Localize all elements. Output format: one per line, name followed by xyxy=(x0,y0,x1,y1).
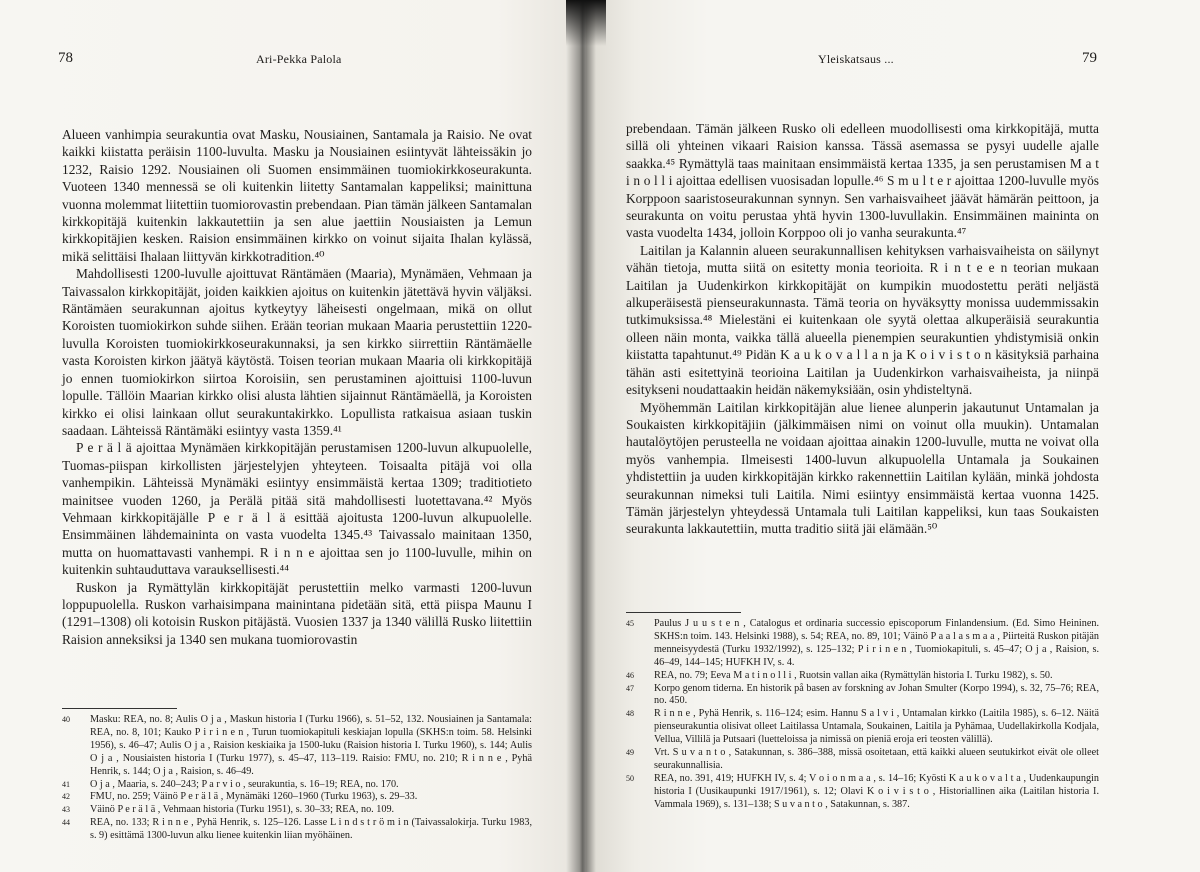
left-body-text xyxy=(62,126,532,648)
footnote: 42 FMU, no. 259; Väinö P e r ä l ä , Mynämäki 1260–1960 (Turku 1963), s. 29–33. xyxy=(62,791,418,803)
right-body-text xyxy=(626,120,1099,538)
footnote: 45 Paulus J u u s t e n , Catalogus et ordinaria successio episcoporum Finlandensium. (Ed. Simo Heininen. SKHS:n toim. 143. Helsinki 1988), s. 54; REA, no. 89, 101; Väinö P a a l a s m a a , Piirteitä Ruskon pitäjän menneisyydestä (Turku 1932/1992), s. 125–132; P i r i n e n , Tuomiokapituli, s. 45–47; O j a , Raision, s. 46–49, 144–145; HUFKH IV, s. 4. xyxy=(626,618,1099,668)
left-running-head: Ari-Pekka Palola xyxy=(256,52,342,66)
paragraph: Mahdollisesti 1200-luvulle ajoittuvat Räntämäen (Maaria), Mynämäen, Vehmaan ja Taivassalon kirkkopitäjät, joiden kaikkien ajoitus on kuitenkin jätettävä hyvin väljäksi. Räntämäen seurakunnan ajoitus kytkeytyy läheisesti ongelmaan, mikä on ollut Koroisten tuomiokirkon suhde siihen. Erään teorian mukaan Maaria perustettiin 1220-luvulla Koroisten tuomiokirkkoseurakunnaksi, ja sen kirkko siirrettiin Räntämäelle vasta Koroisten kirkon jäätyä käytöstä. Toisen teorian mukaan Maaria oli kirkkopitäjä jo ennen tuomiokirkon siirtoa Koroisiin, sen perustaminen ajoittuisi 1100-luvun lopulle. Tällöin Maarian kirkko olisi alusta lähtien sijainnut Räntämäellä, ja Koroisten kirkko ei olisi lainkaan ollut seurakuntakirkko. Lopullista ratkaisua asiaan tuskin saadaan. Lähteissä Räntämäki esiintyy vasta 1359.⁴¹ xyxy=(62,266,532,438)
left-page xyxy=(0,0,586,872)
left-footnotes xyxy=(62,714,532,843)
paragraph: prebendaan. Tämän jälkeen Rusko oli edelleen muodollisesti oma kirkkopitäjä, mutta sillä oli yhteinen vikaari Raision kanssa. Tässä asemassa se pysyi uudelle ajalle saakka.⁴⁵ Rymättylä taas mainitaan ensimmäistä kertaa 1335, ja sen perustamisen M a t i n o l l i ajoittaa edellisen vuosisadan lopulle.⁴⁶ S m u l t e r ajoittaa 1200-luvulle myös Korppoon saaristoseurakunnan synnyn. Sen varhaisvaiheet jäävät hämärän peittoon, ja seurakunta on voitu perustaa yhtä hyvin 1300-luvullakin. Ensimmäinen maininta on vasta vuodelta 1434, jolloin Korppoo oli jo vanha seurakunta.⁴⁷ xyxy=(626,121,1099,241)
footnote: 43 Väinö P e r ä l ä , Vehmaan historia (Turku 1951), s. 30–33; REA, no. 109. xyxy=(62,804,395,816)
paragraph: Alueen vanhimpia seurakuntia ovat Masku, Nousiainen, Santamala ja Raisio. Ne ovat kaikki kiistatta peräisin 1100-luvulta. Masku ja Nousiainen esiintyvät lähteissäkin jo 1232, Raisio 1292. Nousiainen oli Suomen ensimmäinen tuomiokirkkoseurakunta. Vuoteen 1340 mennessä se oli kuitenkin liitetty Santamalan kappeliksi; mainittuna vuonna molemmat liitettiin tuomiorovastin prebendaan. Pian tämän jälkeen Santamalan kirkkopitäjä kuitenkin lakkautettiin ja sen alue jaettiin Nousiaisten ja Lemun kirkkopitäjien kesken. Raision ensimmäinen kirkko on voinut sijaita Ihalan kylässä, mikä selittäisi Ihalaan liittyvän kirkkotradition.⁴⁰ xyxy=(62,127,532,264)
paragraph: Myöhemmän Laitilan kirkkopitäjän alue lienee alunperin jakautunut Untamalan ja Soukaisten kirkkopitäjiin (jälkimmäisen nimi on voinut olla muukin). Untamalan hautalöytöjen perusteella ne voidaan ajoittaa ainakin 1200-luvulle, mutta ne voivat olla myös vanhempia. Ilmeisesti 1400-luvun alkupuolella Untamala ja Soukainen yhdistettiin ja uuden kirkkopitäjän kirkko rakennettiin Laitilan kylään, minkä johdosta seurakunnan nimeksi tuli Laitila. Nimi esiintyy ensimmäistä kertaa vuonna 1425. Tämän järjestelyn yhteydessä Untamala tuli Laitilan kappeliksi, kun taas Soukaisten seurakunta lakkautettiin, mutta traditio siitä jäi elämään.⁵⁰ xyxy=(626,399,1099,537)
footnote: 46 REA, no. 79; Eeva M a t i n o l l i , Ruotsin vallan aika (Rymättylän historia I. Turku 1982), s. 50. xyxy=(626,669,1053,681)
footnote-divider xyxy=(62,708,177,709)
right-page-number: 79 xyxy=(1082,50,1097,66)
left-page-number: 78 xyxy=(58,50,73,66)
footnote: 40 Masku: REA, no. 8; Aulis O j a , Maskun historia I (Turku 1966), s. 51–52, 132. Nousiainen ja Santamala: REA, no. 8, 101; Kauko P i r i n e n , Turun tuomiokapituli keskiajan lopulla (SKHS:n toim. 58. Helsinki 1956), s. 46–47; Aulis O j a , Raision keskiaika ja 1500-luku (Raision historia I. Turku 1960), s. 144; Aulis O j a , Nousiaisten historia I (Turku 1977), s. 45–47, 113–119. Raisio: FMU, no. 210; R i n n e , Pyhä Henrik, s. 144; O j a , Raision, s. 46–49. xyxy=(62,714,532,777)
right-footnotes xyxy=(626,618,1099,812)
footnote: 50 REA, no. 391, 419; HUFKH IV, s. 4; V o i o n m a a , s. 14–16; Kyösti K a u k o v a l t a , Uudenkaupungin historia I (Uusikaupunki 1917/1961), s. 12; Olavi K o i v i s t o , Historiallinen aika (Laitilan historia I. Vammala 1969), s. 131–138; S u v a n t o , Satakunnan, s. 387. xyxy=(626,772,1099,810)
footnote: 49 Vrt. S u v a n t o , Satakunnan, s. 386–388, missä osoitetaan, että kaikki alueen seutukirkot eivät ole olleet seurakunnallisia. xyxy=(626,747,1099,771)
book-gutter-top-shadow xyxy=(566,0,606,46)
paragraph: Ruskon ja Rymättylän kirkkopitäjät perustettiin melko varmasti 1200-luvun loppupuolella. Ruskon varhaisimpana mainintana pidetään sitä, että piispa Maunu I (1291–1308) oli kotoisin Ruskon pitäjästä. Vuosien 1337 ja 1340 välillä Rusko liitettiin Raision anneksiksi ja 1340 sen mukana tuomiorovastin xyxy=(62,579,532,647)
right-page xyxy=(586,0,1200,872)
footnote-divider xyxy=(626,612,741,613)
book-gutter-shadow xyxy=(566,0,596,872)
right-running-head: Yleiskatsaus ... xyxy=(818,52,894,66)
footnote: 48 R i n n e , Pyhä Henrik, s. 116–124; esim. Hannu S a l v i , Untamalan kirkko (Laitila 1985), s. 6–12. Näitä pienseurakuntia olisivat olleet Laitilassa Untamala, Soukainen, Laitila ja Pyhämaa, Uudellakirkolla Kodjala, Vellua, Villilä ja Putsaari (luetteloissa ja nimissä on pieniä eroja eri teosten välillä). xyxy=(626,708,1099,746)
footnote: 47 Korpo genom tiderna. En historik på basen av forskning av Johan Smulter (Korpo 1994), s. 32, 75–76; REA, no. 450. xyxy=(626,682,1099,707)
paragraph: Laitilan ja Kalannin alueen seurakunnallisen kehityksen varhaisvaiheista on säilynyt vähän tietoja, mutta siitä on esitetty monia teorioita. R i n t e e n teorian mukaan Laitilan ja Uudenkirkon kirkkopitäjät on kumpikin muodostettu peräti neljästä alkuperäisestä pienseurakunnasta. Tämä teoria on hyväksytty monissa uudemmissakin tutkimuksissa.⁴⁸ Mielestäni ei kuitenkaan ole syytä olettaa alkuperäisiä seurakuntia olleen näin monta, vaikka tällä alueella pienempien seurakuntien yhdistymisiä onkin kiistatta tapahtunut.⁴⁹ Pidän K a u k o v a l l a n ja K o i v i s t o n käsityksiä parhaina tähän asti esitettyinä teorioina Laitilan ja Uudenkirkon varhaisvaiheista, ja niinpä esitykseni noudattaakin heidän näkemyksiään, osin yhdisteltynä. xyxy=(626,242,1099,398)
footnote: 44 REA, no. 133; R i n n e , Pyhä Henrik, s. 125–126. Lasse L i n d s t r ö m i n (Taivassalokirja. Turku 1983, s. 9) esittämä 1300-luvun alku lienee kuitenkin liian myöhäinen. xyxy=(62,817,532,842)
paragraph: P e r ä l ä ajoittaa Mynämäen kirkkopitäjän perustamisen 1200-luvun alkupuolelle, Tuomas-piispan kirkollisten järjestelyjen yhteyteen. Toisaalta pitäjä voi olla vanhempikin. Lähteissä Mynämäki esiintyy ensimmäistä kertaa 1309; traditiotieto mainitsee vuoden 1260, ja Perälä pitää sitä mahdollisesti luotettavana.⁴² Myös Vehmaan kirkkopitäjälle P e r ä l ä esittää ajoitusta 1200-luvun alkupuolelle. Ensimmäinen lähdemaininta on vasta vuodelta 1345.⁴³ Taivassalo mainitaan 1350, mutta on huomattavasti vanhempi. R i n n e ajoittaa sen jo 1100-luvulle, mihin on kuitenkin suhtauduttava varauksellisesti.⁴⁴ xyxy=(62,440,532,578)
footnote: 41 O j a , Maaria, s. 240–243; P a r v i o , seurakuntia, s. 16–19; REA, no. 170. xyxy=(62,778,399,790)
